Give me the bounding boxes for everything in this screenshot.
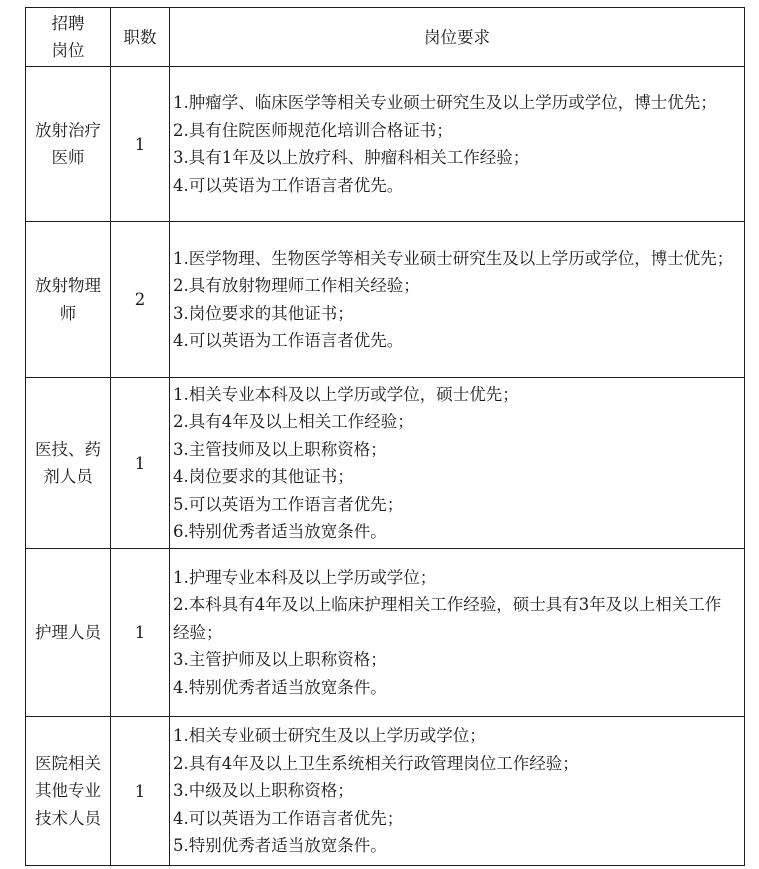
header-position: 招聘岗位: [26, 8, 111, 67]
requirement-item: 4.特别优秀者适当放宽条件。: [173, 677, 387, 697]
table-row: [26, 222, 745, 378]
count-cell: 1: [111, 549, 170, 717]
requirement-item: 5.特别优秀者适当放宽条件。: [173, 836, 387, 856]
requirement-item: 2.本科具有4年及以上临床护理相关工作经验，硕士具有3年及以上相关工作经验；: [173, 595, 722, 642]
requirements-cell: [170, 549, 745, 717]
header-requirements: 岗位要求: [170, 8, 745, 67]
position-cell: 放射物理师: [26, 222, 111, 378]
count-cell: 1: [111, 67, 170, 222]
count-cell: 1: [111, 717, 170, 866]
requirement-item: 4.岗位要求的其他证书；: [173, 467, 354, 486]
requirement-item: 3.岗位要求的其他证书；: [173, 303, 354, 323]
requirement-item: 3.主管护师及以上职称资格；: [173, 650, 387, 670]
requirement-item: 6.特别优秀者适当放宽条件。: [173, 522, 387, 541]
requirements-cell: [170, 67, 745, 222]
requirement-item: 2.具有4年及以上卫生系统相关行政管理岗位工作经验；: [173, 753, 579, 773]
table-row: [26, 549, 745, 717]
requirement-item: 1.肿瘤学、临床医学等相关专业硕士研究生及以上学历或学位，博士优先；: [173, 93, 717, 112]
requirement-item: 4.可以英语为工作语言者优先。: [173, 331, 404, 350]
header-count: 职数: [111, 8, 170, 67]
requirement-item: 1.护理专业本科及以上学历或学位；: [173, 567, 437, 587]
requirement-item: 2.具有放射物理师工作相关经验；: [173, 276, 420, 295]
requirements-cell: [170, 717, 745, 866]
table-row: [26, 378, 745, 549]
requirement-item: 3.主管技师及以上职称资格；: [173, 439, 387, 459]
requirement-item: 5.可以英语为工作语言者优先；: [173, 494, 404, 514]
requirement-item: 1.相关专业硕士研究生及以上学历或学位；: [173, 726, 486, 746]
position-cell: 医技、药剂人员: [26, 378, 111, 549]
table-row: [26, 67, 745, 222]
requirement-item: 2.具有住院医师规范化培训合格证书；: [173, 120, 453, 140]
requirement-item: 4.可以英语为工作语言者优先；: [173, 808, 404, 828]
requirement-item: 4.可以英语为工作语言者优先。: [173, 175, 404, 195]
requirement-item: 3.中级及以上职称资格；: [173, 781, 354, 801]
requirements-cell: [170, 378, 745, 549]
requirement-item: 3.具有1年及以上放疗科、肿瘤科相关工作经验；: [173, 148, 530, 167]
position-cell: 放射治疗医师: [26, 67, 111, 222]
position-cell: 护理人员: [26, 549, 111, 717]
requirements-cell: [170, 222, 745, 378]
table-header-row: [26, 8, 745, 67]
requirement-item: 1.相关专业本科及以上学历或学位，硕士优先；: [173, 384, 519, 404]
requirement-item: 1.医学物理、生物医学等相关专业硕士研究生及以上学历或学位，博士优先；: [173, 248, 734, 268]
table-row: [26, 717, 745, 866]
position-cell: 医院相关其他专业技术人员: [26, 717, 111, 866]
count-cell: 2: [111, 222, 170, 378]
recruitment-table: [25, 7, 745, 866]
count-cell: 1: [111, 378, 170, 549]
requirement-item: 2.具有4年及以上相关工作经验；: [173, 412, 414, 431]
